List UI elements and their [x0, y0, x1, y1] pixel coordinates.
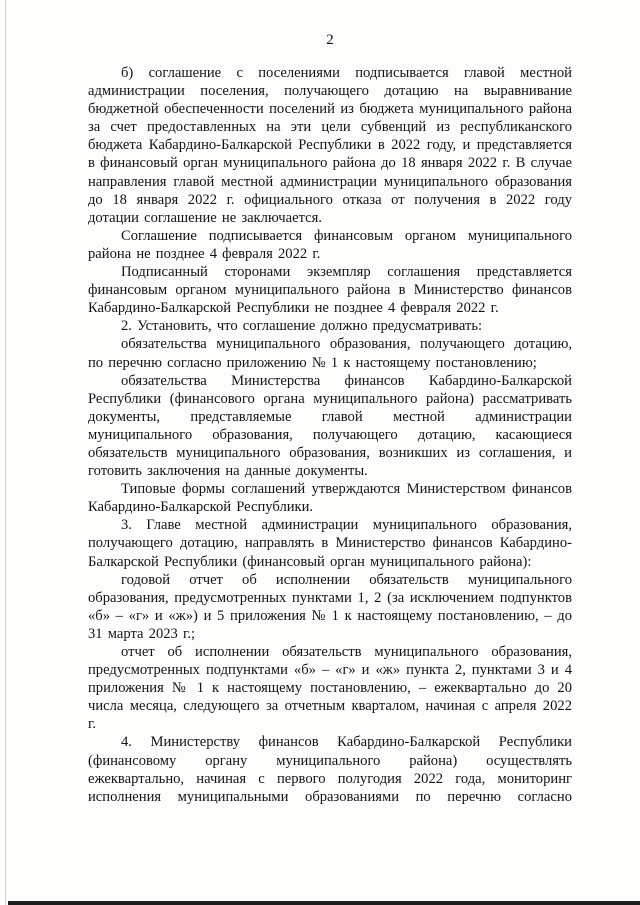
paragraph: Типовые формы соглашений утверждаются Министерством финансов Кабардино-Балкарской Республики. [88, 481, 572, 516]
paragraph: годовой отчет об исполнении обязательств муниципального образования, предусмотренных пунктами 1, 2 (за исключением подпунктов «б» – «г» и «ж») и 5 приложения № 1 к настоящему постановлению, – до 31 марта 2023 г.; [88, 571, 572, 642]
paragraph: обязательства муниципального образования, получающего дотацию, по перечню согласно приложению № 1 к настоящему постановлению; [88, 336, 572, 371]
document-text-block [88, 64, 572, 806]
paragraph: б) соглашение с поселениями подписывается главой местной администрации поселения, получающего дотацию на выравнивание бюджетной обеспеченности поселений из бюджета муниципального района за счет предоставленных на эти цели субвенций из республиканского бюджета Кабардино-Балкарской Республики в 2022 году, и представляется в финансовый орган муниципального района до 18 января 2022 г. В случае направления главой местной администрации муниципального образования до 18 января 2022 г. официального отказа от получения в 2022 году дотации соглашение не заключается. [88, 65, 572, 226]
paragraph: обязательства Министерства финансов Кабардино-Балкарской Республики (финансового органа муниципального района) рассматривать документы, представляемые главой местной администрации муниципального образования, получающего дотацию, касающиеся обязательств муниципального образования, возникших из соглашения, и готовить заключения на данные документы. [88, 372, 572, 480]
scan-edge-left-line [5, 0, 6, 905]
paragraph: Соглашение подписывается финансовым органом муниципального района не позднее 4 февраля 2022 г. [88, 227, 572, 262]
paragraph: 4. Министерству финансов Кабардино-Балкарской Республики (финансовому органу муниципального района) осуществлять ежеквартально, начиная с первого полугодия 2022 года, мониторинг исполнения муниципальными образованиями по перечню согласно [88, 734, 572, 805]
paragraph: 3. Главе местной администрации муниципального образования, получающего дотацию, направлять в Министерство финансов Кабардино-Балкарской Республики (финансовый орган муниципального района): [88, 517, 572, 570]
scan-edge-bottom-line [8, 901, 640, 905]
paragraph: 2. Установить, что соглашение должно предусматривать: [121, 318, 483, 335]
page-number: 2 [326, 32, 334, 48]
paragraph: Подписанный сторонами экземпляр соглашения представляется финансовым органом муниципального района в Министерство финансов Кабардино-Балкарской Республики не позднее 4 февраля 2022 г. [88, 264, 572, 317]
paragraph: отчет об исполнении обязательств муниципального образования, предусмотренных подпунктами «б» – «г» и «ж» пункта 2, пунктами 3 и 4 приложения № 1 к настоящему постановлению, – ежеквартально до 20 числа месяца, следующего за отчетным кварталом, начиная с апреля 2022 г. [88, 644, 572, 733]
